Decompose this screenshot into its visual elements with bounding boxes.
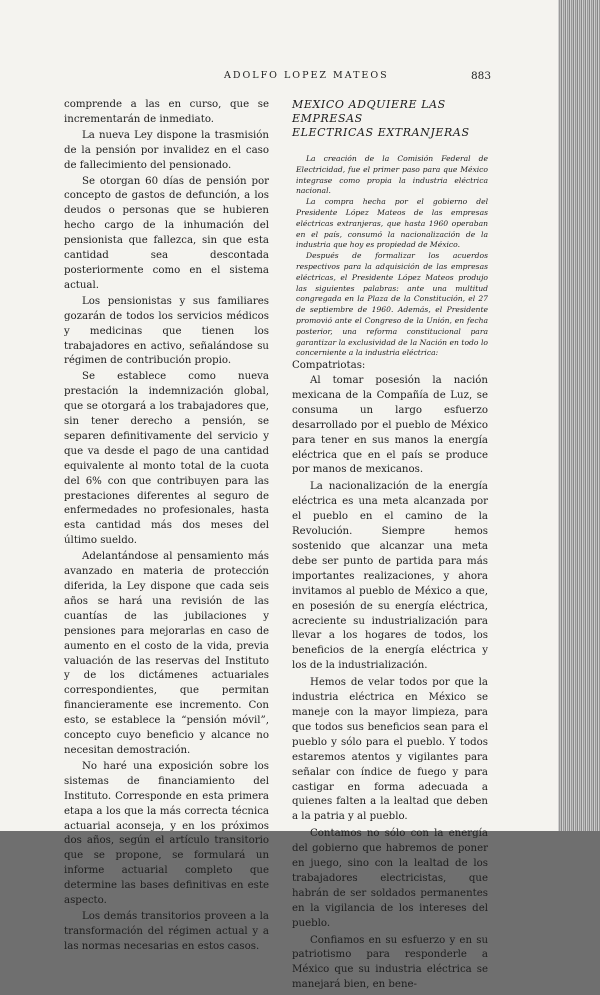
intro-paragraph: La creación de la Comisión Federal de Electricidad, fue el primer paso para que México integrase como propia la industria eléctrica nacional. <box>296 154 488 196</box>
paragraph: No haré una exposición sobre los sistemas de financiamiento del Instituto. Corresponde en esta primera etapa a los que la más correcta técnica actuarial aconseja, y en los próximos dos años, según el artículo transitorio que se propone, se formulará un informe actuarial completo que determine las bases definitivas en este aspecto. <box>64 760 269 907</box>
section-title-line-2: ELECTRICAS EXTRANJERAS <box>292 126 470 139</box>
paragraph: Se establece como nueva prestación la indemnización global, que se otorgará a los trabajadores que, sin tener derecho a pensión, se separen definitivamente del servicio y que va desde el pago de una cantidad equivalente al monto total de la cuota del 6% con que contribuyen para las prestaciones diferentes al seguro de enfermedades no profesionales, hasta esta cantidad más dos meses del último sueldo. <box>64 371 269 547</box>
right-column <box>292 98 488 995</box>
intro-paragraph: La compra hecha por el gobierno del Presidente López Mateos de las empresas eléctricas extranjeras, que hasta 1960 operaban en el país, consumó la nacionalización de la industria que hoy es propiedad de México. <box>296 197 488 250</box>
scanned-page-edge <box>558 0 600 831</box>
paragraph: Se otorgan 60 días de pensión por concepto de gastos de defunción, a los deudos o personas que se hubieren hecho cargo de la inhumación del pensionista que fallezca, sin que esta cantidad sea descontada posteriormente como en el sistema actual. <box>64 175 269 291</box>
paragraph: Hemos de velar todos por que la industria eléctrica en México se maneje con la mayor limpieza, para que todos sus beneficios sean para el pueblo y sólo para el pueblo. Y todos estaremos atentos y vigilantes para señalar con índice de fuego y para castigar en forma adecuada a quienes falten a la lealtad que deben a la patria y al pueblo. <box>292 677 488 823</box>
section-introduction <box>292 154 488 359</box>
paragraph: comprende a las en curso, que se incrementarán de inmediato. <box>64 99 269 125</box>
page-number: 883 <box>471 70 492 82</box>
paragraph: Los pensionistas y sus familiares gozarán de todos los servicios médicos y medicinas que tienen los trabajadores en activo, señalándose su régimen de contribución propio. <box>64 295 269 367</box>
running-header <box>0 70 558 86</box>
section-title <box>292 98 488 140</box>
intro-paragraph: Después de formalizar los acuerdos respectivos para la adquisición de las empresas eléctricas, el Presidente López Mateos produjo las siguientes palabras: ante una multitud congregada en la Plaza de la Constitución, el 27 de septiembre de 1960. Además, el Presidente promovió ante el Congreso de la Unión, en fecha posterior, una reforma constitucional para garantizar la exclusividad de la Nación en todo lo concerniente a la industria eléctrica: <box>296 251 488 358</box>
paragraph: Al tomar posesión la nación mexicana de la Compañía de Luz, se consuma un largo esfuerzo desarrollado por el pueblo de México para tener en sus manos la energía eléctrica que en el país se produce por manos de mexicanos. <box>292 375 488 476</box>
paragraph: Adelantándose al pensamiento más avanzado en materia de protección diferida, la Ley dispone que cada seis años se hará una revisión de las cuantías de las jubilaciones y pensiones para mejorarlas en caso de aumento en el costo de la vida, previa valuación de las reservas del Instituto y de los dictámenes actuariales correspondientes, que permitan financieramente ese incremento. Con esto, se establece la “pensión móvil”, concepto cuyo beneficio y alcance no necesitan demostración. <box>64 551 269 756</box>
paragraph: Contamos no sólo con la energía del gobierno que habremos de poner en juego, sino con la lealtad de los trabajadores electricistas, que habrán de ser soldados permanentes en la vigilancia de los intereses del pueblo. <box>292 828 488 929</box>
paragraph: La nueva Ley dispone la trasmisión de la pensión por invalidez en el caso de fallecimiento del pensionado. <box>64 129 269 171</box>
paragraph: Los demás transitorios proveen a la transformación del régimen actual y a las normas necesarias en estos casos. <box>64 910 269 952</box>
left-column <box>64 98 269 956</box>
speech-body <box>292 374 488 993</box>
paragraph: Confiamos en su esfuerzo y en su patriotismo para responderle a México que su industria eléctrica se manejará bien, en bene- <box>292 934 488 991</box>
section-title-line-1: MEXICO ADQUIERE LAS EMPRESAS <box>292 98 446 125</box>
salutation: Compatriotas: <box>292 360 366 372</box>
paragraph: La nacionalización de la energía eléctrica es una meta alcanzada por el pueblo en el camino de la Revolución. Siempre hemos sostenido que alcanzar una meta debe ser punto de partida para más importantes realizaciones, y ahora invitamos al pueblo de México a que, en posesión de su energía eléctrica, acreciente su industrialización para llevar a los hogares de todos, los beneficios de la energía eléctrica y los de la industrialización. <box>292 481 488 672</box>
header-author: ADOLFO LOPEZ MATEOS <box>224 70 389 81</box>
